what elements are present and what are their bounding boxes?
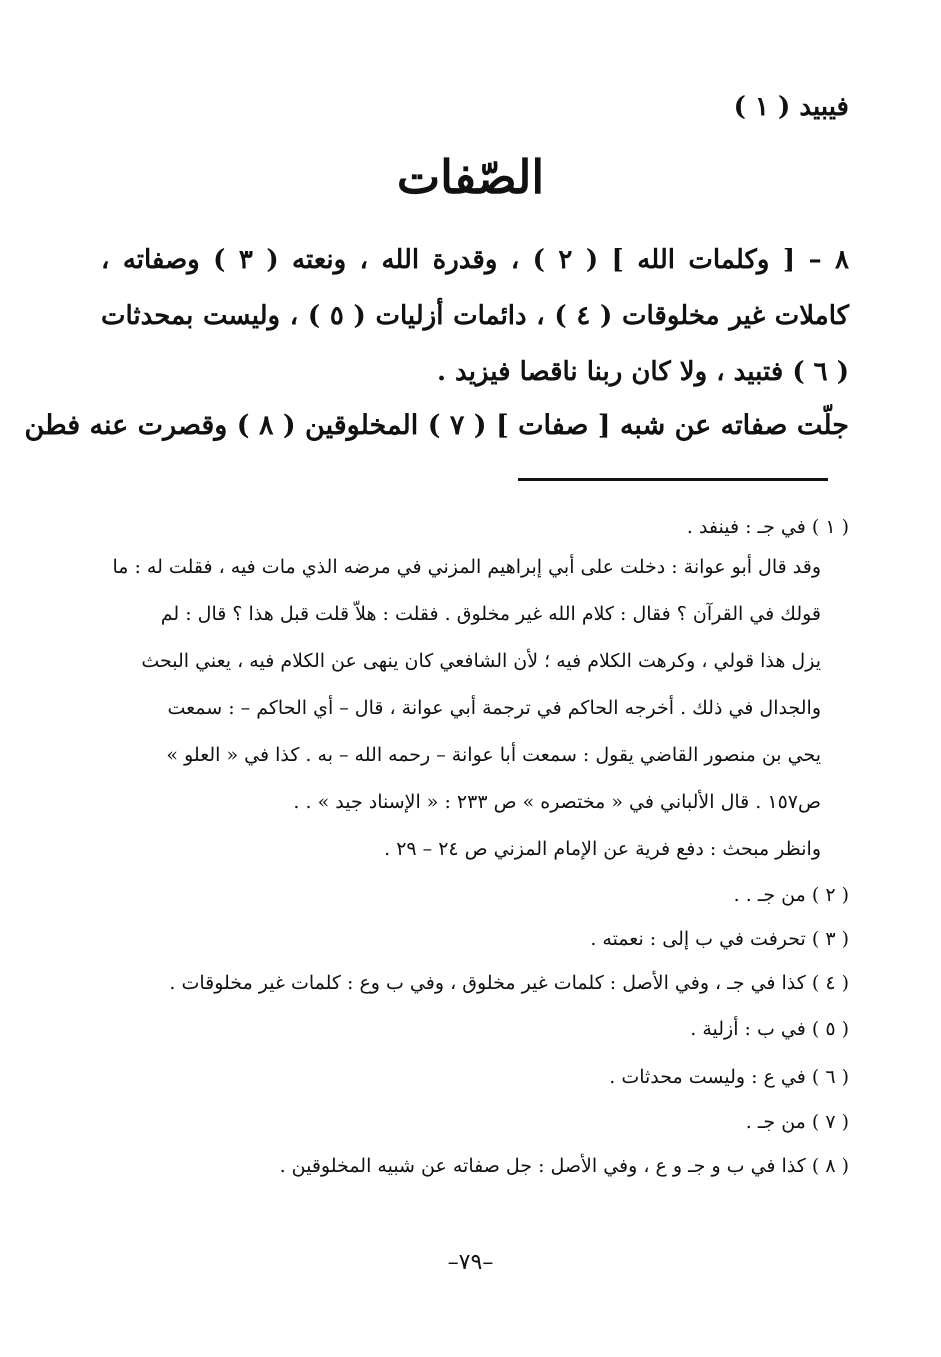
footnote-2: ( ٢ ) من جـ . . [733, 884, 849, 906]
verse-line: جلّت صفاته عن شبه [ صفات ] ( ٧ ) المخلوقين ( ٨ ) وقصرت عنه فطن [24, 410, 849, 441]
footnote-1-line-7: وانظر مبحث : دفع فرية عن الإمام المزني ص ٢٤ – ٢٩ . [384, 838, 821, 860]
footnote-6: ( ٦ ) في ع : وليست محدثات . [609, 1066, 849, 1088]
footnote-1-line-6: ص١٥٧ . قال الألباني في « مختصره » ص ٢٣٣ : « الإسناد جيد » . . [293, 791, 821, 813]
footnote-5: ( ٥ ) في ب : أزلية . [690, 1018, 849, 1040]
footnote-divider [518, 478, 828, 481]
page-number: –٧٩– [447, 1250, 494, 1275]
page-title: الصّفات [396, 150, 545, 204]
footnote-7: ( ٧ ) من جـ . [745, 1111, 849, 1133]
footnote-1-line-2: قولك في القرآن ؟ فقال : كلام الله غير مخلوق . فقلت : هلاّ قلت قبل هذا ؟ قال : لم [160, 603, 821, 625]
footnote-1-line-5: يحي بن منصور القاضي يقول : سمعت أبا عوانة – رحمه الله – به . كذا في « العلو » [166, 744, 821, 766]
footnote-1-line-3: يزل هذا قولي ، وكرهت الكلام فيه ؛ لأن الشافعي كان ينهى عن الكلام فيه ، يعني البحث [141, 650, 821, 672]
footnote-3: ( ٣ ) تحرفت في ب إلى : نعمته . [590, 928, 849, 950]
main-line-2: مخلوقات ( ٤ ) ، دائمات أزليات ( ٥ ) ، وليست بمحدثات ( ٦ ) فتبيد ، ولا كان [101, 301, 849, 387]
footnote-4: ( ٤ ) كذا في جـ ، وفي الأصل : كلمات غير مخلوق ، وفي ب وع : كلمات غير مخلوقات . [169, 972, 849, 994]
main-line-1: ٨ – [ وكلمات الله ] ( ٢ ) ، وقدرة الله ، ونعته ( ٣ ) وصفاته ، كاملات غير [101, 245, 850, 331]
top-line: فيبيد ( ١ ) [733, 92, 849, 122]
main-line-3: ربنا ناقصا فيزيد . [436, 357, 623, 387]
footnote-1-line-1: وقد قال أبو عوانة : دخلت على أبي إبراهيم المزني في مرضه الذي مات فيه ، فقلت له : ما [112, 556, 821, 578]
footnote-8: ( ٨ ) كذا في ب و جـ و ع ، وفي الأصل : جل صفاته عن شبيه المخلوقين . [279, 1155, 849, 1177]
footnote-1: ( ١ ) في جـ : فينفد . [686, 516, 849, 538]
main-paragraph [101, 232, 849, 400]
footnote-1-line-4: والجدال في ذلك . أخرجه الحاكم في ترجمة أبي عوانة ، قال – أي الحاكم – : سمعت [167, 697, 821, 719]
